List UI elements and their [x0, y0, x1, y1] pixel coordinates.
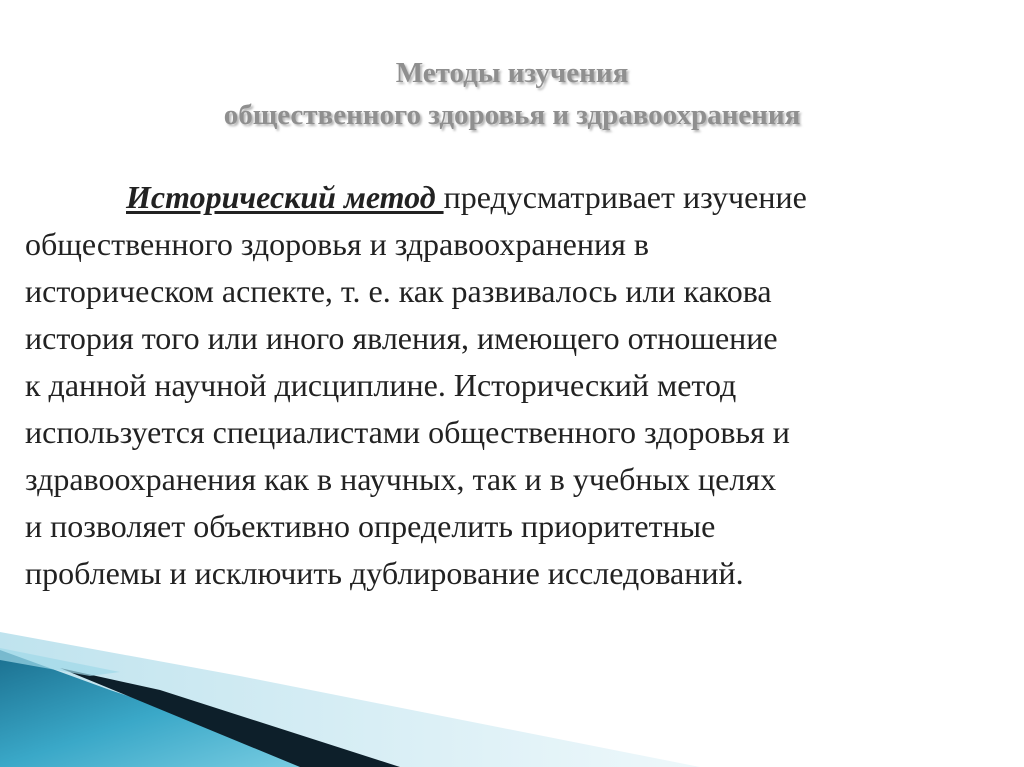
- paragraph-line-7: здравоохранения как в научных, так и в учебных целях: [25, 461, 777, 497]
- paragraph-line-8: и позволяет объективно определить приоритетные: [25, 508, 716, 544]
- paragraph-line-1-text: предусматривает изучение: [443, 179, 807, 215]
- paragraph-line-4: история того или иного явления, имеющего отношение: [25, 320, 778, 356]
- paragraph-line-5: к данной научной дисциплине. Исторический метод: [25, 367, 737, 403]
- swoosh-highlight: [0, 648, 120, 676]
- paragraph-line-9: проблемы и исключить дублирование исследований.: [25, 555, 744, 591]
- paragraph-line-1: [25, 174, 985, 221]
- swoosh-blue: [0, 650, 340, 767]
- swoosh-light: [0, 632, 700, 767]
- paragraph-line-2: общественного здоровья и здравоохранения в: [25, 226, 649, 262]
- body-paragraph: [25, 174, 985, 597]
- key-term: Исторический метод: [126, 179, 444, 215]
- title-line-1: Методы изучения: [395, 57, 629, 89]
- slide-title: [0, 52, 1024, 136]
- paragraph-line-6: используется специалистами общественного здоровья и: [25, 414, 790, 450]
- swoosh-dark: [60, 668, 400, 767]
- paragraph-line-3: историческом аспекте, т. е. как развивалось или какова: [25, 273, 772, 309]
- title-line-2: общественного здоровья и здравоохранения: [223, 99, 801, 131]
